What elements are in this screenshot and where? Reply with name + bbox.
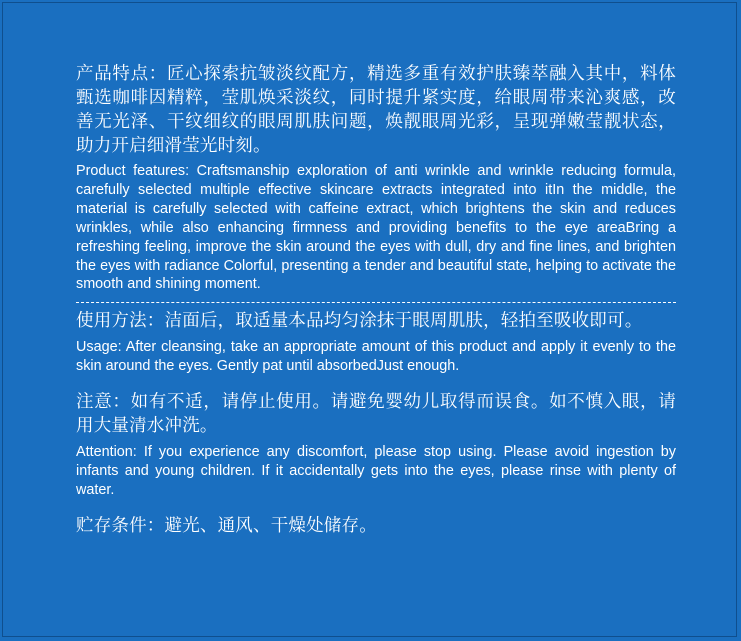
features-cn: 产品特点：匠心探索抗皱淡纹配方，精选多重有效护肤臻萃融入其中，料体甄选咖啡因精粹，莹肌焕采淡纹，同时提升紧实度，给眼周带来沁爽感，改善无光泽、干纹细纹的眼周肌肤问题，焕靓眼周光彩，呈现弹嫩莹靓状态，助力开启细滑莹光时刻。	[76, 64, 676, 156]
storage-cn: 贮存条件：避光、通风、干燥处储存。	[76, 515, 377, 536]
usage-en: Usage: After cleansing, take an appropriate amount of this product and apply it evenly to the skin around the eyes. Gently pat until absorbedJust enough.	[76, 339, 676, 375]
attention-cn: 注意：如有不适，请停止使用。请避免婴幼儿取得而误食。如不慎入眼，请用大量清水冲洗。	[76, 392, 676, 437]
product-label-text	[76, 62, 676, 538]
usage-cn: 使用方法：洁面后，取适量本品均匀涂抹于眼周肌肤，轻拍至吸收即可。	[76, 311, 643, 332]
features-en: Product features: Craftsmanship exploration of anti wrinkle and wrinkle reducing formula, carefully selected multiple effective skincare extracts integrated into itIn the middle, the material is carefully selected with caffeine extract, which brightens the skin and reduces wrinkles, while also enhancing firmness and providing benefits to the eye areaBring a refreshing feeling, improve the skin around the eyes with dull, dry and fine lines, and brighten the eyes with radiance Colorful, presenting a tender and beautiful state, helping to activate the smooth and shining moment.	[76, 163, 676, 293]
attention-en: Attention: If you experience any discomfort, please stop using. Please avoid ingestion by infants and young children. If it accidentally gets into the eyes, please rinse with plenty of water.	[76, 444, 676, 498]
dashed-divider	[76, 302, 676, 303]
